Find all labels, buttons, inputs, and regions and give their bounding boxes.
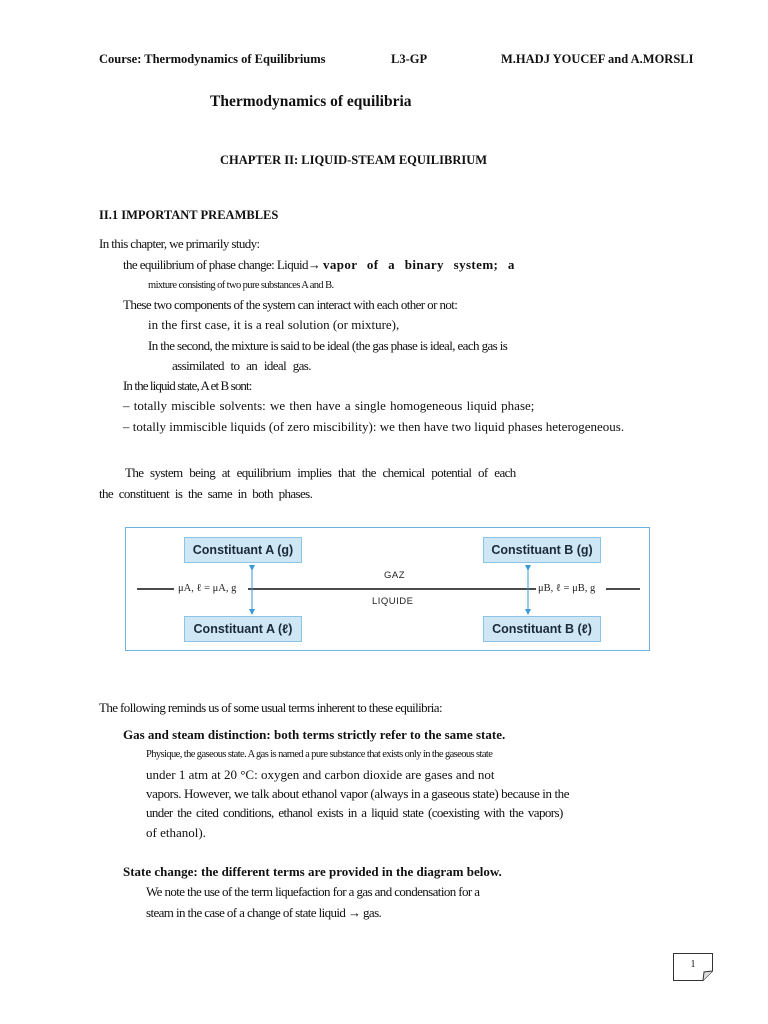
header-level: L3-GP [391,52,428,66]
bullet-1 [123,257,515,273]
box-constituent-a-liquid: Constituant A (ℓ) [184,616,302,642]
gas-line-4: under the cited conditions, ethanol exists in a liquid state (coexisting with the vapors) [146,805,563,820]
bullet-1-text-a: the equilibrium of phase change: Liquid→ [123,257,321,272]
state-line-1: We note the use of the term liquefaction for a gas and condensation for a [146,884,480,899]
state-line-2: steam in the case of a change of state liquid → gas. [146,905,382,920]
header-authors: M.HADJ YOUCEF and A.MORSLI [501,52,694,66]
section-heading: II.1 IMPORTANT PREAMBLES [99,208,279,222]
box-constituent-b-gas: Constituant B (g) [483,537,601,563]
bullet-3-text: In the liquid state, A et B sont: [123,378,252,393]
terms-intro: The following reminds us of some usual terms inherent to these equilibria: [99,700,442,715]
box-constituent-b-liquid: Constituant B (ℓ) [483,616,601,642]
bullet-3 [123,378,251,394]
mu-equality-b: μB, ℓ = μB, g [538,583,596,594]
paragraph-1-line-2: the constituent is the same in both phases. [99,486,313,501]
gas-line-5: of ethanol). [146,825,206,840]
document-title: Thermodynamics of equilibria [210,93,412,110]
box-constituent-a-gas: Constituant A (g) [184,537,302,563]
gas-steam-heading [123,727,505,743]
label-gaz: GAZ [384,570,406,581]
bullet-2a [148,317,399,333]
intro-text: In this chapter, we primarily study: [99,236,260,251]
gas-line-1: Physique, the gaseous state. A gas is named a pure substance that exists only in the gaseous state [146,749,493,760]
gas-line-2: under 1 atm at 20 °C: oxygen and carbon dioxide are gases and not [146,767,495,782]
paragraph-1-line-1: The system being at equilibrium implies that the chemical potential of each [125,465,516,480]
page-number: 1 [690,959,696,970]
bullet-2b-text: In the second, the mixture is said to be ideal (the gas phase is ideal, each gas is [148,338,508,353]
bullet-2b-line-2: assimilated to an ideal gas. [172,358,311,373]
chapter-heading: CHAPTER II: LIQUID-STEAM EQUILIBRIUM [220,153,488,167]
mu-equality-a: μA, ℓ = μA, g [178,583,237,594]
bullet-2 [123,297,457,313]
dash-item-2: – totally immiscible liquids (of zero miscibility): we then have two liquid phases heterogeneous. [123,419,625,434]
bullet-1-text-b: vapor of a binary system; a [322,257,515,272]
dash-item-1: – totally miscible solvents: we then have a single homogeneous liquid phase; [123,398,535,413]
bullet-2-text: These two components of the system can interact with each other or not: [123,297,458,312]
state-change-heading [123,864,502,880]
gas-steam-bold-text: Gas and steam distinction: both terms strictly refer to the same state. [123,727,506,742]
bullet-2b [148,338,507,354]
header-course: Course: Thermodynamics of Equilibriums [99,52,326,66]
bullet-2a-text: in the first case, it is a real solution (or mixture), [148,317,400,332]
page-number-box [673,953,713,981]
equilibrium-diagram [125,527,650,651]
bullet-1-line-2: mixture consisting of two pure substances A and B. [148,280,334,291]
label-liquide: LIQUIDE [372,596,414,607]
state-change-bold-text: State change: the different terms are provided in the diagram below. [123,864,502,879]
gas-line-3: vapors. However, we talk about ethanol vapor (always in a gaseous state) because in the [146,786,570,801]
